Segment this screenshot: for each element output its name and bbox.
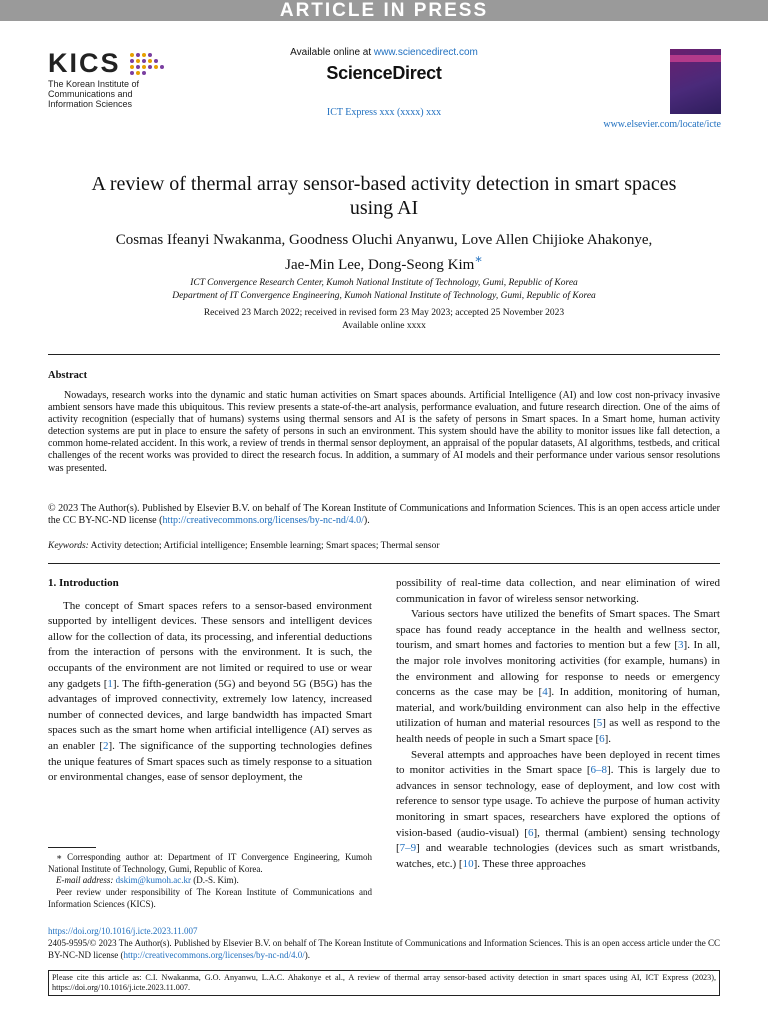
authors-line: Cosmas Ifeanyi Nwakanma, Goodness Oluchi Anyanwu, Love Allen Chijioke Ahakonye, — [115, 232, 653, 248]
paragraph-text: ] as well as respond to the health needs of people in such a Smart space [ — [396, 717, 720, 745]
paragraph-text: The concept of Smart spaces refers to a sensor-based environment supported by intelligent devices. These sensors and intelligent devices allow for the collection of data, its processing, and inferential deductions from the interaction of persons with the environment. It is such, the occupants of the environment are not limited or required to use or wear any gadgets [ — [48, 599, 372, 690]
paragraph — [396, 607, 720, 747]
article-title — [40, 172, 728, 220]
abstract-heading: Abstract — [48, 370, 88, 381]
copyright-text: © 2023 The Author(s). Published by Elsevier B.V. on behalf of The Korean Institute of Communications and Information Sciences. This is an open access article under the CC BY-NC-ND license ( — [48, 503, 720, 527]
license-link[interactable]: http://creativecommons.org/licenses/by-nc-nd/4.0/ — [162, 515, 364, 527]
issn-text: 2405-9595/© 2023 The Author(s). Published by Elsevier B.V. on behalf of The Korean Institute of Communications and Information Sciences. This is an open access article under the CC BY-NC-ND license ( — [48, 938, 720, 960]
article-in-press-banner: ARTICLE IN PRESS — [0, 0, 768, 21]
available-online — [0, 47, 768, 58]
kics-subtitle-line: Communications and — [48, 89, 133, 99]
authors-line — [40, 250, 728, 275]
email-footnote — [48, 875, 372, 887]
paragraph-text: ]. The significance of the supporting technologies defines the unique features of Smart spaces such as timely response to a situation or environmental changes, ease of sensor deployment, the — [48, 739, 372, 784]
citation-link[interactable]: 7–9 — [399, 842, 417, 855]
citation-link[interactable]: 1 — [107, 677, 113, 690]
left-column — [48, 576, 372, 786]
abstract-body: Nowadays, research works into the dynamic and static human activities on Smart spaces abounds. Artificial Intelligence (AI) and low cost non-privacy invasive ambient sensors have made this ubiquitous. This review presents a state-of-the-art analysis, performance evaluation, and future research direction. One of the aims of activity recognition (especially that of humans) systems using thermal sensors and AI is the safety of persons in Smart spaces. In a Smart home, human activity detection systems are put in place to ensure the safety of persons in such an environment. This system should have the ability to monitor issues like fall detection, a common home-related accident. In this work, a review of trends in thermal sensor deployment, an appraisal of the popular datasets, AI algorithms, testbeds, and critical challenges of the recent works was provided to direct the research focus. In addition, a summary of AI models and their performance under various sensor resolutions was presented. — [48, 390, 720, 474]
paragraph-text: Several attempts and approaches have been deployed in recent times to monitor activities in the Smart space [ — [396, 748, 720, 777]
citation-link[interactable]: 6 — [599, 732, 605, 745]
paragraph-text: ]. These three approaches — [473, 857, 586, 870]
paragraph-text: ]. In all, the major role involves monitoring activities (for example, humans) in the environment and allowing for response to needs or emergency concerns as the case may be [ — [396, 639, 720, 699]
available-online-date: Available online xxxx — [342, 320, 426, 331]
author-list — [40, 231, 728, 275]
sciencedirect-logo: ScienceDirect — [326, 63, 442, 83]
title-line: A review of thermal array sensor-based activity detection in smart spaces — [91, 173, 677, 195]
keywords-label: Keywords: — [48, 541, 89, 551]
citation-link[interactable]: 6–8 — [590, 764, 608, 777]
citation-link[interactable]: 5 — [596, 717, 603, 730]
paragraph — [48, 599, 372, 786]
doi-link[interactable]: https://doi.org/10.1016/j.icte.2023.11.007 — [48, 926, 198, 936]
article-dates — [40, 307, 728, 332]
paragraph-text: ]. This is largely due to advances in sensor technology, ease of deployment, and low cost with reference to sensor type usage. To achieve the purpose of human activity monitoring in smart spaces, researchers have explored the options of vision-based (audio-visual) [ — [396, 764, 720, 839]
available-prefix: Available online at — [290, 47, 374, 58]
corresponding-author-footnote: ∗ Corresponding author at: Department of IT Convergence Engineering, Kumoh National Institute of Technology, Gumi, Republic of Korea. — [48, 852, 372, 874]
issn-copyright — [48, 938, 720, 961]
received-dates: Received 23 March 2022; received in revised form 23 May 2023; accepted 25 November 2023 — [203, 308, 565, 318]
footer-license-link[interactable]: http://creativecommons.org/licenses/by-nc-nd/4.0/ — [123, 949, 305, 960]
paragraph-text: Various sectors have utilized the benefits of Smart spaces. The Smart space has found ready acceptance in the health and wellness sector, tourism, and smart homes and factories to mention but a few [ — [396, 608, 720, 652]
issn-end: ). — [304, 949, 311, 960]
kics-subtitle-line: The Korean Institute of — [48, 79, 140, 89]
paragraph-text: ] and wearable technologies (devices such as smart wristbands, watches, etc.) [ — [396, 842, 720, 870]
journal-reference: ICT Express xxx (xxxx) xxx — [326, 107, 442, 118]
right-column — [396, 576, 720, 872]
email-link[interactable]: dskim@kumoh.ac.kr — [115, 875, 191, 886]
kics-subtitle-line: Information Sciences — [48, 99, 133, 109]
paragraph — [396, 748, 720, 873]
corresponding-author-mark[interactable]: ∗ — [474, 252, 483, 266]
divider — [48, 354, 720, 355]
kics-logo-wordmark: KICS — [48, 48, 121, 78]
citation-link[interactable]: 10 — [462, 857, 474, 870]
abstract-copyright — [48, 503, 720, 527]
citation-box: Please cite this article as: C.I. Nwakanma, G.O. Anyanwu, L.A.C. Ahakonye et al., A review of thermal array sensor-based activity detection in smart spaces using AI, ICT Express (2023), https://doi.org/10.1016/j.icte.2023.11.007. — [48, 970, 720, 996]
journal-homepage-link[interactable]: www.elsevier.com/locate/icte — [603, 119, 721, 130]
affiliations — [40, 277, 728, 303]
footnote-divider — [48, 847, 96, 848]
paragraph: possibility of real-time data collection, and near elimination of wired communication in favor of wireless sensor networking. — [396, 577, 720, 605]
affiliation: ICT Convergence Research Center, Kumoh National Institute of Technology, Gumi, Republic of Korea — [190, 278, 578, 288]
cover-band — [670, 55, 721, 62]
affiliation: Department of IT Convergence Engineering, Kumoh National Institute of Technology, Gumi, Republic of Korea — [172, 291, 596, 301]
keywords-list: Activity detection; Artificial intelligence; Ensemble learning; Smart spaces; Thermal sensor — [88, 541, 440, 551]
section-heading: 1. Introduction — [48, 577, 119, 589]
citation-link[interactable]: 4 — [542, 686, 548, 699]
paragraph-text: ], thermal (ambient) sensing technology [ — [396, 826, 720, 855]
paragraph-text: ]. — [604, 732, 612, 745]
sciencedirect-link[interactable]: www.sciencedirect.com — [373, 47, 478, 58]
footnotes — [48, 852, 372, 911]
journal-cover-image — [670, 49, 721, 114]
divider — [48, 563, 720, 564]
copyright-end: ). — [363, 515, 370, 527]
email-owner: (D.-S. Kim). — [190, 875, 239, 886]
citation-link[interactable]: 2 — [103, 739, 109, 752]
title-line: using AI — [349, 197, 419, 219]
paragraph-text: ]. In addition, monitoring of human, material, and work/building environment can also help in the effective utilization of human and material resources [ — [396, 686, 721, 730]
keywords — [48, 541, 440, 551]
peer-review-footnote: Peer review under responsibility of The Korean Institute of Communications and Information Sciences (KICS). — [48, 887, 372, 909]
email-label: E-mail address: — [56, 875, 114, 886]
citation-link[interactable]: 3 — [678, 639, 684, 652]
citation-link[interactable]: 6 — [527, 826, 534, 839]
paragraph-text: ]. The fifth-generation (5G) and beyond 5G (B5G) has the advantages of improved connectivity, extremely low latency, increased number of connected devices, and large bandwidth has impacted Smart spaces such as the smart home when artificial intelligence (AI) serves as an enabler [ — [48, 677, 372, 752]
authors-line-text: Jae-Min Lee, Dong-Seong Kim — [285, 257, 475, 273]
